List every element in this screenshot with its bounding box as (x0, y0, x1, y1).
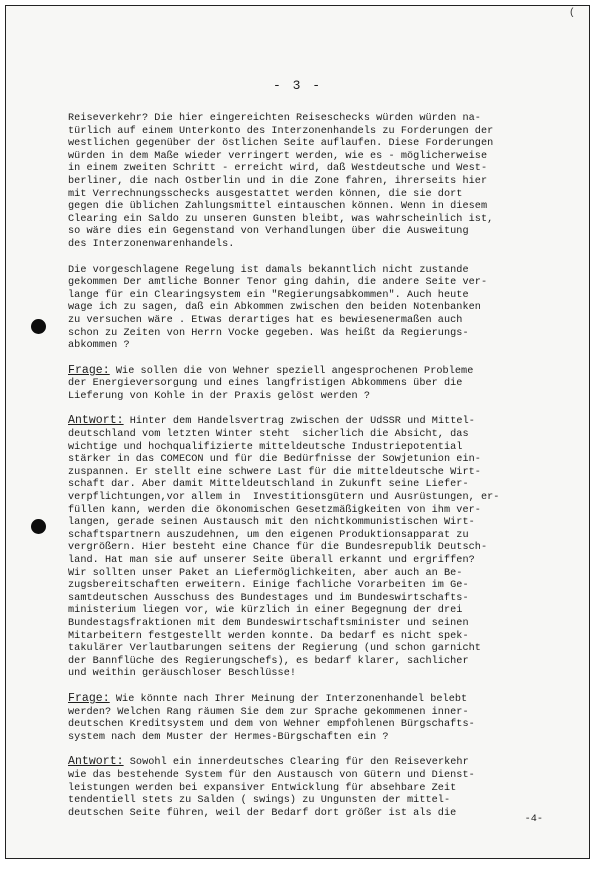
paragraph-reiseverkehr (68, 112, 568, 252)
answer-text: Sowohl ein innerdeutsches Clearing für den Reiseverkehr wie das bestehende System für den Austausch von Gütern und Dienst- leistungen werden bei expansiver Entwicklung für absehbare Zeit tendentiell stets zu Salden ( swings) zu Ungunsten der mittel- deutschen Seite führen, weil der Bedarf dort größer ist als die (68, 757, 475, 819)
question-energy (68, 365, 568, 404)
question-interzonenhandel (68, 693, 568, 744)
paragraph-text: Reiseverkehr? Die hier eingereichten Reiseschecks würden würden na- türlich auf einem Unterkonto des Interzonenhandels zu Forderungen der westlichen gegenüber der östlichen Seite auflaufen. Diese Forderungen würden in dem Maße wieder verringert werden, wie es - möglicherweise in einem zweiten Schritt - erreicht wird, daß Westdeutsche und West- berliner, die nach Ostberlin und in die Zone fahren, ihrerseits hier mit Verrechnungsschecks ausgestattet werden können, die sie dort gegen die üblichen Zahlungsmittel eintauschen können. Wenn in diesem Clearing ein Saldo zu unseren Gunsten bleibt, was wahrscheinlich ist, so wäre dies ein Gegenstand von Verhandlungen über die Ausweitung des Interzonenwarenhandels. (68, 113, 494, 250)
next-page-marker: -4- (524, 814, 543, 825)
answer-interzonenhandel (68, 756, 568, 820)
document-page (5, 5, 590, 859)
corner-mark: ( (568, 8, 575, 19)
answer-label: Antwort: (68, 414, 124, 428)
question-label: Frage: (68, 691, 110, 705)
punch-hole (31, 319, 46, 334)
page-number: - 3 - (272, 78, 322, 93)
paragraph-regelung (68, 264, 568, 353)
answer-energy (68, 415, 568, 680)
punch-hole (31, 519, 46, 534)
answer-text: Hinter dem Handelsvertrag zwischen der UdSSR und Mittel- deutschland vom letzten Winter steht sicherlich die Absicht, das wichtige und hochqualifizierte mitteldeutsche Industriepotential stärker in das COMECON und für die Bedürfnisse der Sowjetunion ein- zuspannen. Er stellt eine schwere Last für die mitteldeutsche Wirt- schaft dar. Aber damit Mitteldeutschland in Zukunft seine Liefer- verpflichtungen,vor allem in Investitionsgütern und Ausrüstungen, er- füllen kann, werden die ökonomischen Gesetzmäßigkeiten von ihm ver- langen, gerade seinen Austausch mit den nichtkommunistischen Wirt- schaftspartnern auszudehnen, um den eigenen Produktionsapparat zu vergrößern. Hier besteht eine Chance für die Bundesrepublik Deutsch- land. Hat man sie auf unserer Seite überall erkannt und ergriffen? Wir sollten unser Paket an Liefermöglichkeiten, aber auch an Be- zugsbereitschaften erweitern. Einige fachliche Vorarbeiten im Ge- samtdeutschen Ausschuss des Bundestages und im Bundeswirtschafts- ministerium liegen vor, wie kürzlich in einer Begegnung der drei Bundestagsfraktionen mit dem Bundeswirtschaftsminister und seinen Mitarbeitern festgestellt werden konnte. Da bedarf es nicht spek- takulärer Verlautbarungen seitens der Regierung (und schon garnicht der Bannflüche des Regierungschefs), es bedarf klarer, sachlicher und weithin geräuschloser Beschlüsse! (68, 416, 500, 680)
paragraph-text: Die vorgeschlagene Regelung ist damals bekanntlich nicht zustande gekommen Der amtliche Bonner Tenor ging dahin, die andere Seite ver- lange für ein Clearingsystem ein "Regierungsabkommen". Auch heute wage ich zu sagen, daß ein Abkommen zwischen den beiden Notenbanken zu versuchen wäre . Etwas derartiges hat es bewiesenermaßen auch schon zu Zeiten von Herrn Vocke gegeben. Was heißt da Regierungs- abkommen ? (68, 264, 488, 352)
question-text: Wie könnte nach Ihrer Meinung der Interzonenhandel belebt werden? Welchen Rang räumen Sie dem zur Sprache gekommenen inner- deutschen Kreditsystem und dem von Wehner empfohlenen Bürgschafts- system nach dem Muster der Hermes-Bürgschaften ein ? (68, 693, 475, 743)
question-text: Wie sollen die von Wehner speziell angesprochenen Probleme der Energieversorgung und eines langfristigen Abkommens über die Lieferung von Kohle in der Praxis gelöst werden ? (68, 365, 474, 402)
answer-label: Antwort: (68, 755, 124, 769)
question-label: Frage: (68, 363, 110, 377)
document-body (68, 112, 568, 832)
